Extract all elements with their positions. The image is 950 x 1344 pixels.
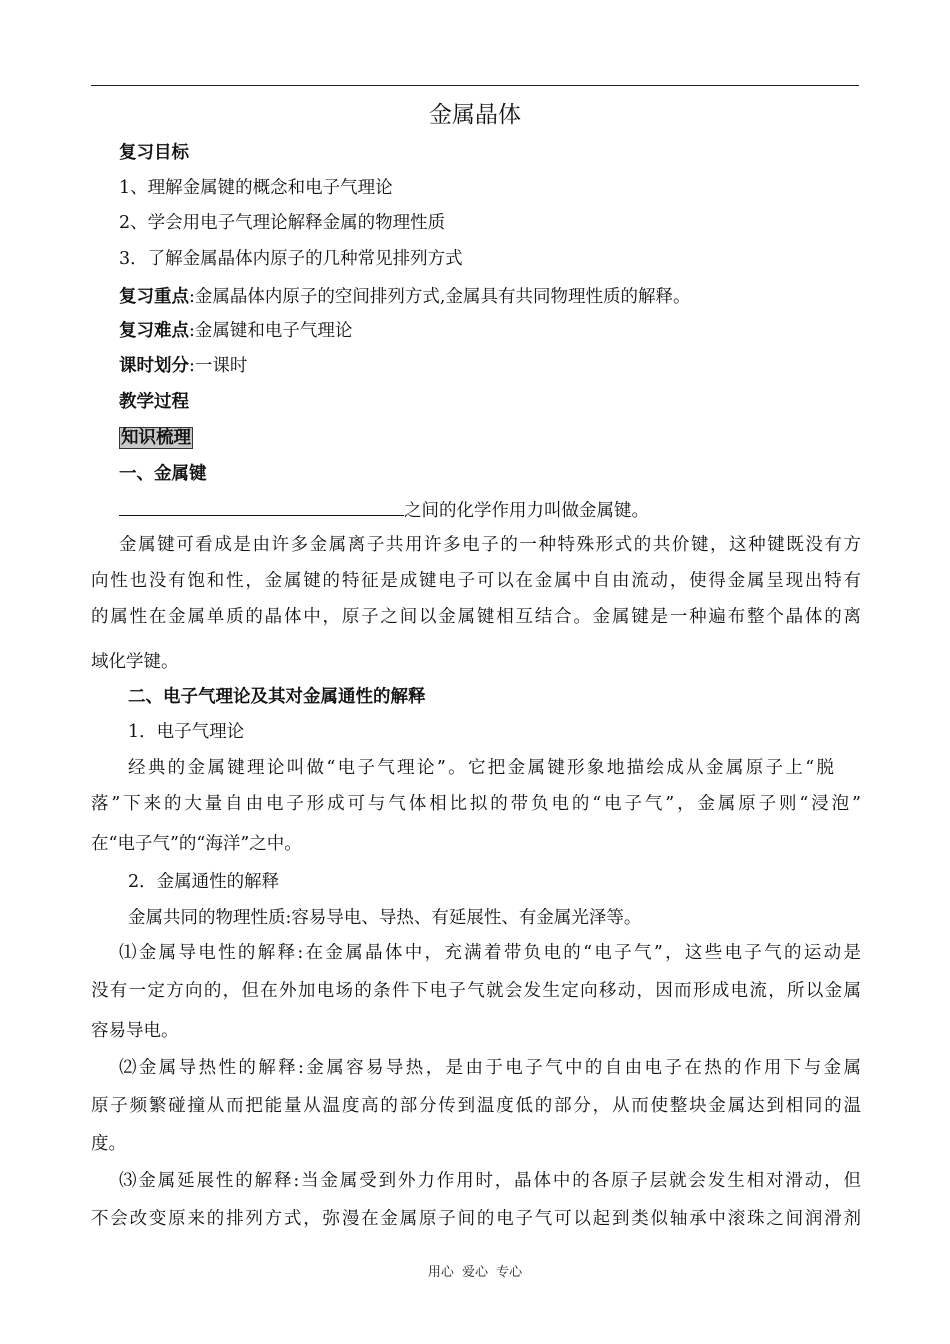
difficulty-label: 复习难点: [119, 321, 189, 341]
blank-suffix: 之间的化学作用力叫做金属键。: [404, 501, 649, 521]
periods-text: :一课时: [189, 356, 248, 376]
section2-heading: 二、电子气理论及其对金属通性的解释: [128, 687, 426, 707]
subsection-heading: 1．电子气理论: [128, 722, 245, 742]
key-point-text: :金属晶体内原子的空间排列方式,金属具有共同物理性质的解释。: [189, 287, 691, 307]
subsection-heading: 2．金属通性的解释: [128, 872, 280, 892]
goal-item: 2、学会用电子气理论解释金属的物理性质: [119, 213, 446, 233]
periods: [119, 355, 247, 377]
periods-label: 课时划分: [119, 356, 189, 376]
key-point: [119, 286, 690, 308]
page-footer: 用心 爱心 专心: [427, 1265, 523, 1280]
goal-item: 3．了解金属晶体内原子的几种常见排列方式: [119, 249, 463, 269]
paragraph-line: 没有一定方向的，但在外加电场的条件下电子气就会发生定向移动，因而形成电流，所以金属: [91, 981, 861, 1001]
paragraph-line: 金属键可看成是由许多金属离子共用许多电子的一种特殊形式的共价键，这种键既没有方: [119, 535, 861, 555]
section1-heading: 一、金属键: [119, 464, 207, 484]
page-title: 金属晶体: [429, 102, 521, 128]
difficulty: [119, 320, 352, 342]
paragraph-line: 不会改变原来的排列方式，弥漫在金属原子间的电子气可以起到类似轴承中滚珠之间润滑剂: [91, 1209, 861, 1229]
paragraph-line: 原子频繁碰撞从而把能量从温度高的部分传到温度低的部分，从而使整块金属达到相同的温: [91, 1096, 861, 1116]
goals-heading: 复习目标: [119, 143, 189, 163]
paragraph-line: 度。: [91, 1134, 126, 1154]
answer-blank: [119, 498, 404, 516]
header-rule: [91, 85, 859, 86]
paragraph-line: ⑶金属延展性的解释:当金属受到外力作用时，晶体中的各原子层就会发生相对滑动，但: [119, 1171, 861, 1191]
difficulty-text: :金属键和电子气理论: [189, 321, 353, 341]
fill-blank-sentence: [119, 498, 649, 522]
paragraph-line: 向性也没有饱和性，金属键的特征是成键电子可以在金属中自由流动，使得金属呈现出特有: [91, 571, 861, 591]
knowledge-box-label: 知识梳理: [121, 428, 191, 448]
key-point-label: 复习重点: [119, 287, 189, 307]
goal-item: 1、理解金属键的概念和电子气理论: [119, 178, 393, 198]
paragraph-line: 容易导电。: [91, 1021, 179, 1041]
process-heading: 教学过程: [119, 392, 189, 412]
knowledge-box: [119, 427, 193, 449]
paragraph-line: ⑴金属导电性的解释:在金属晶体中，充满着带负电的“电子气”，这些电子气的运动是: [119, 943, 861, 963]
paragraph-line: 在“电子气”的“海洋”之中。: [91, 834, 302, 854]
paragraph-line: 域化学键。: [91, 652, 179, 672]
paragraph-line: 落”下来的大量自由电子形成可与气体相比拟的带负电的“电子气”，金属原子则“浸泡”: [91, 794, 861, 814]
paragraph-line: 的属性在金属单质的晶体中，原子之间以金属键相互结合。金属键是一种遍布整个晶体的离: [91, 607, 861, 627]
common-properties: 金属共同的物理性质:容易导电、导热、有延展性、有金属光泽等。: [128, 908, 642, 928]
paragraph-line: ⑵金属导热性的解释:金属容易导热，是由于电子气中的自由电子在热的作用下与金属: [119, 1058, 861, 1078]
paragraph-line: 经典的金属键理论叫做“电子气理论”。它把金属键形象地描绘成从金属原子上“脱: [128, 758, 834, 778]
